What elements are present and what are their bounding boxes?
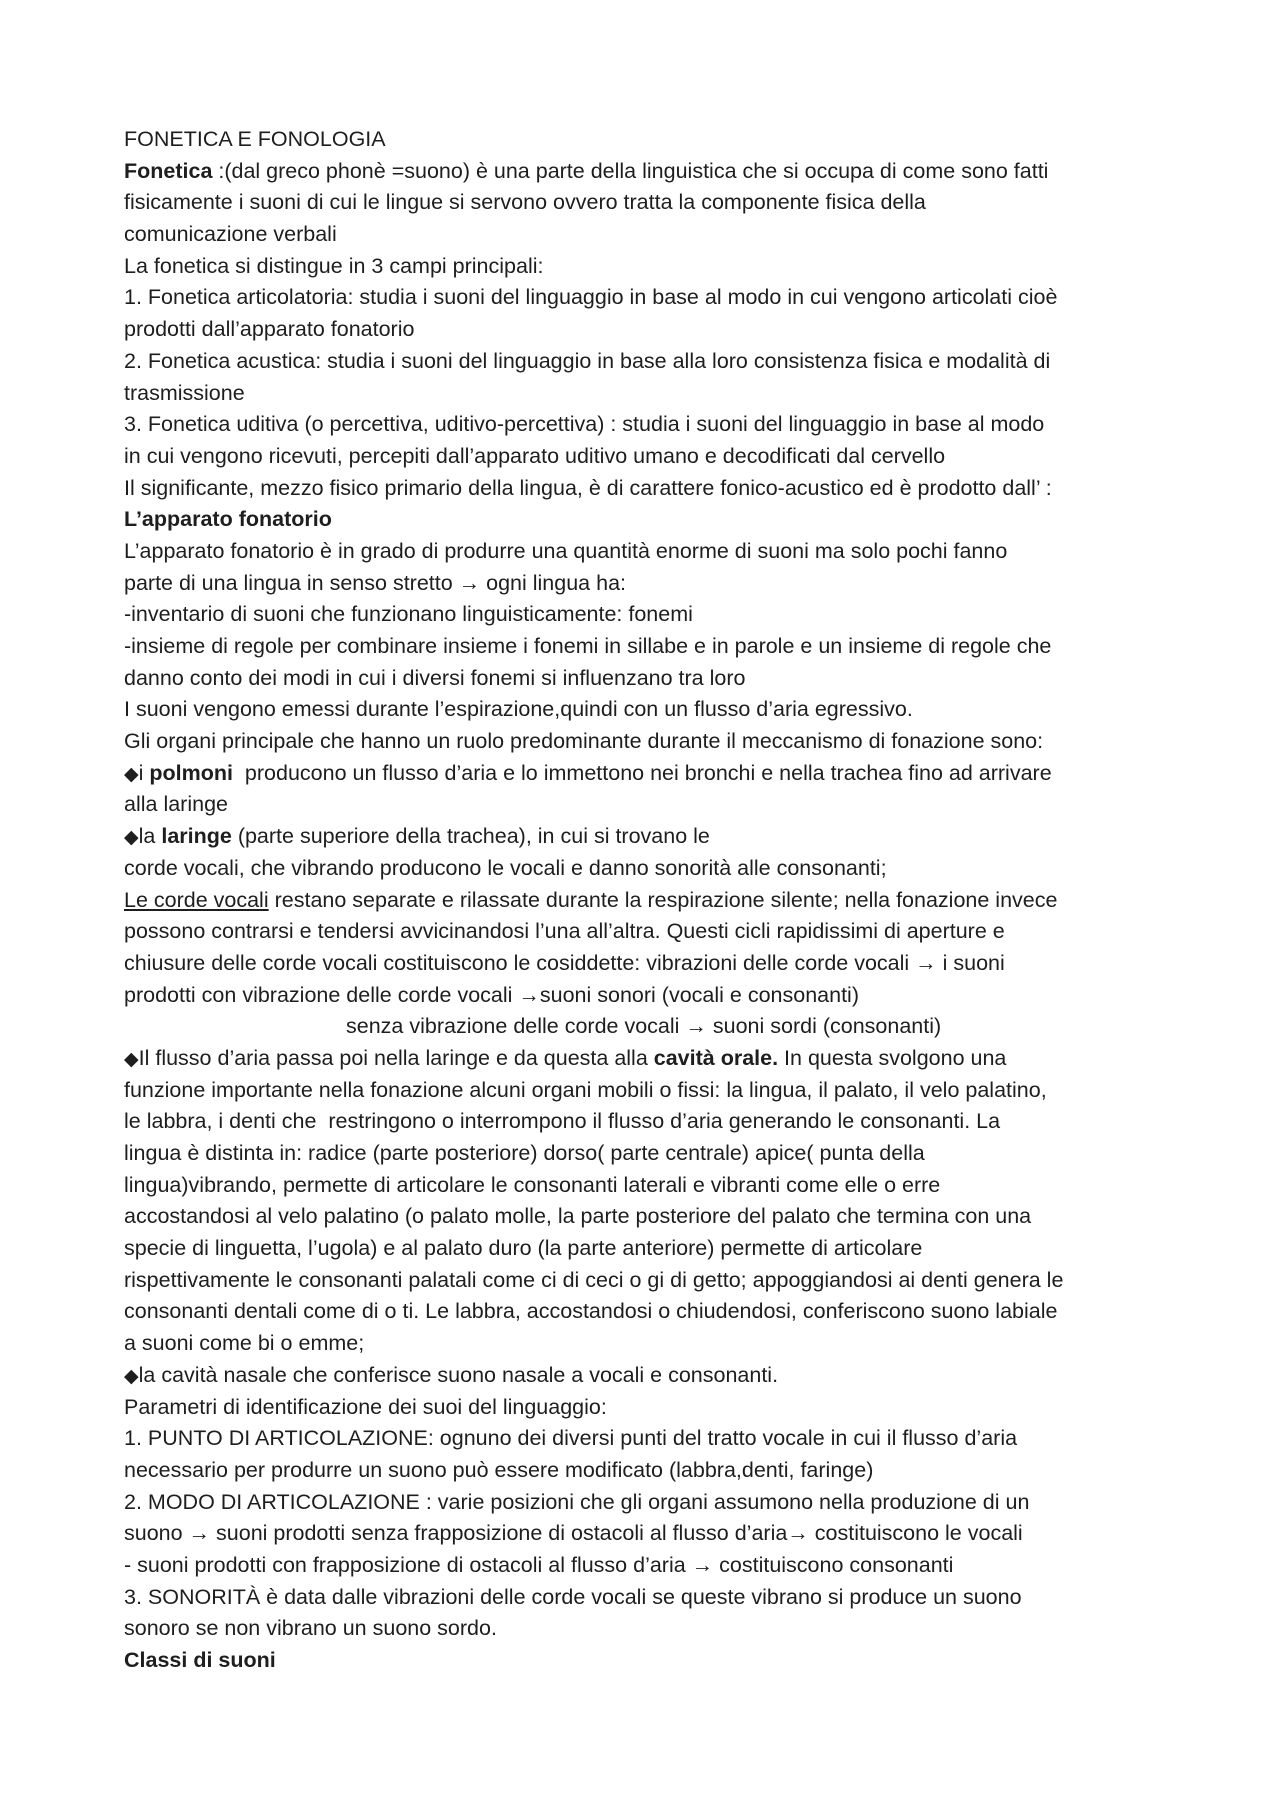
paragraph-line: lingua è distinta in: radice (parte posteriore) dorso( parte centrale) apice( punta della bbox=[124, 1141, 925, 1165]
paragraph-line: accostandosi al velo palatino (o palato molle, la parte posteriore del palato che termina con una bbox=[124, 1204, 1032, 1229]
paragraph-line: -inventario di suoni che funzionano linguisticamente: fonemi bbox=[124, 602, 693, 627]
paragraph-line: in cui vengono ricevuti, percepiti dall’apparato uditivo umano e decodificati dal cervello bbox=[124, 443, 946, 468]
paragraph-line: possono contrarsi e tendersi avvicinandosi l’una all’altra. Questi cicli rapidissimi di aperture e bbox=[124, 919, 1005, 944]
paragraph-line-indented: senza vibrazione delle corde vocali → suoni sordi (consonanti) bbox=[346, 1014, 942, 1039]
fonetica-term: Fonetica bbox=[124, 158, 213, 183]
paragraph-line: alla laringe bbox=[124, 792, 228, 817]
document-title: FONETICA E FONOLOGIA bbox=[124, 127, 386, 151]
paragraph-line: corde vocali, che vibrando producono le vocali e danno sonorità alle consonanti; bbox=[124, 855, 887, 880]
list-item: 1. PUNTO DI ARTICOLAZIONE: ognuno dei diversi punti del tratto vocale in cui il flusso d’aria bbox=[124, 1426, 1018, 1451]
list-item: 3. Fonetica uditiva (o percettiva, uditivo-percettiva) : studia i suoni del linguaggio in base al modo bbox=[124, 412, 1045, 437]
diamond-bullet-icon: ◆ bbox=[124, 827, 139, 849]
paragraph-line: sonoro se non vibrano un suono sordo. bbox=[124, 1616, 497, 1641]
paragraph-line: -insieme di regole per combinare insieme i fonemi in sillabe e in parole e un insieme di regole che bbox=[124, 634, 1052, 658]
paragraph-line: Gli organi principale che hanno un ruolo predominante durante il meccanismo di fonazione sono: bbox=[124, 729, 1044, 754]
paragraph-line: - suoni prodotti con frapposizione di ostacoli al flusso d’aria → costituiscono consonanti bbox=[124, 1552, 954, 1577]
diamond-bullet-icon: ◆ bbox=[124, 763, 139, 785]
paragraph-line: le labbra, i denti che restringono o interrompono il flusso d’aria generando le consonanti. La bbox=[124, 1109, 1001, 1134]
list-item: 1. Fonetica articolatoria: studia i suoni del linguaggio in base al modo in cui vengono articolati cioè bbox=[124, 285, 1058, 310]
fonetica-definition-text: :(dal greco phonè =suono) è una parte della linguistica che si occupa di come sono fatti bbox=[212, 158, 1049, 183]
paragraph-line: suono → suoni prodotti senza frapposizione di ostacoli al flusso d’aria→ costituiscono le vocali bbox=[124, 1521, 1023, 1546]
paragraph-line: a suoni come bi o emme; bbox=[124, 1331, 365, 1356]
paragraph-line: necessario per produrre un suono può essere modificato (labbra,denti, faringe) bbox=[124, 1457, 874, 1482]
paragraph-line: specie di linguetta, l’ugola) e al palato duro (la parte anteriore) permette di articolare bbox=[124, 1236, 923, 1261]
list-item: 3. SONORITÀ è data dalle vibrazioni delle corde vocali se queste vibrano si produce un suono bbox=[124, 1584, 1022, 1609]
diamond-bullet-icon: ◆ bbox=[124, 1048, 139, 1070]
diamond-bullet-icon: ◆ bbox=[124, 1365, 139, 1387]
bullet-item-laringe: ◆la laringe (parte superiore della trachea), in cui si trovano le bbox=[124, 824, 710, 849]
paragraph-line: trasmissione bbox=[124, 380, 245, 405]
paragraph-line: Parametri di identificazione dei suoi del linguaggio: bbox=[124, 1394, 607, 1419]
list-item: 2. MODO DI ARTICOLAZIONE : varie posizioni che gli organi assumono nella produzione di un bbox=[124, 1489, 1030, 1514]
bullet-item-polmoni: ◆i polmoni producono un flusso d’aria e lo immettono nei bronchi e nella trachea fino ad arrivare bbox=[124, 760, 1052, 785]
corde-vocali-line: Le corde vocali restano separate e rilassate durante la respirazione silente; nella fonazione invece bbox=[124, 887, 1058, 912]
paragraph-line: Il significante, mezzo fisico primario della lingua, è di carattere fonico-acustico ed è prodotto dall’ : bbox=[124, 475, 1052, 500]
paragraph-line: prodotti con vibrazione delle corde vocali →suoni sonori (vocali e consonanti) bbox=[124, 982, 859, 1007]
paragraph-line: La fonetica si distingue in 3 campi principali: bbox=[124, 253, 544, 278]
paragraph-line: parte di una lingua in senso stretto → ogni lingua ha: bbox=[124, 570, 626, 595]
document-page bbox=[124, 124, 1174, 1677]
corde-vocali-term: Le corde vocali bbox=[124, 887, 269, 912]
fonetica-definition-line bbox=[124, 156, 1174, 188]
list-item: 2. Fonetica acustica: studia i suoni del linguaggio in base alla loro consistenza fisica e modalità di bbox=[124, 348, 1051, 373]
bullet-item-cavita-nasale: ◆la cavità nasale che conferisce suono nasale a vocali e consonanti. bbox=[124, 1362, 779, 1387]
paragraph-line: prodotti dall’apparato fonatorio bbox=[124, 317, 415, 342]
section-heading: L’apparato fonatorio bbox=[124, 507, 332, 532]
paragraph-line: chiusure delle corde vocali costituiscono le cosiddette: vibrazioni delle corde vocali → i suoni bbox=[124, 950, 1005, 975]
bullet-item-cavita-orale: ◆Il flusso d’aria passa poi nella laringe e da questa alla cavità orale. In questa svolgono una bbox=[124, 1045, 1007, 1070]
section-heading: Classi di suoni bbox=[124, 1648, 276, 1672]
paragraph-line: lingua)vibrando, permette di articolare le consonanti laterali e vibranti come elle o erre bbox=[124, 1172, 941, 1197]
paragraph-line: consonanti dentali come di o ti. Le labbra, accostandosi o chiudendosi, conferiscono suono labiale bbox=[124, 1299, 1058, 1324]
paragraph-line: danno conto dei modi in cui i diversi fonemi si influenzano tra loro bbox=[124, 665, 746, 690]
paragraph-line: funzione importante nella fonazione alcuni organi mobili o fissi: la lingua, il palato, il velo palatino, bbox=[124, 1077, 1047, 1102]
paragraph-line: L’apparato fonatorio è in grado di produrre una quantità enorme di suoni ma solo pochi fanno bbox=[124, 538, 1008, 563]
paragraph-line: fisicamente i suoni di cui le lingue si servono ovvero tratta la componente fisica della bbox=[124, 190, 926, 215]
paragraph-line: I suoni vengono emessi durante l’espirazione,quindi con un flusso d’aria egressivo. bbox=[124, 697, 913, 722]
paragraph-line: rispettivamente le consonanti palatali come ci di ceci o gi di getto; appoggiandosi ai denti genera le bbox=[124, 1267, 1064, 1292]
paragraph-line: comunicazione verbali bbox=[124, 222, 337, 247]
